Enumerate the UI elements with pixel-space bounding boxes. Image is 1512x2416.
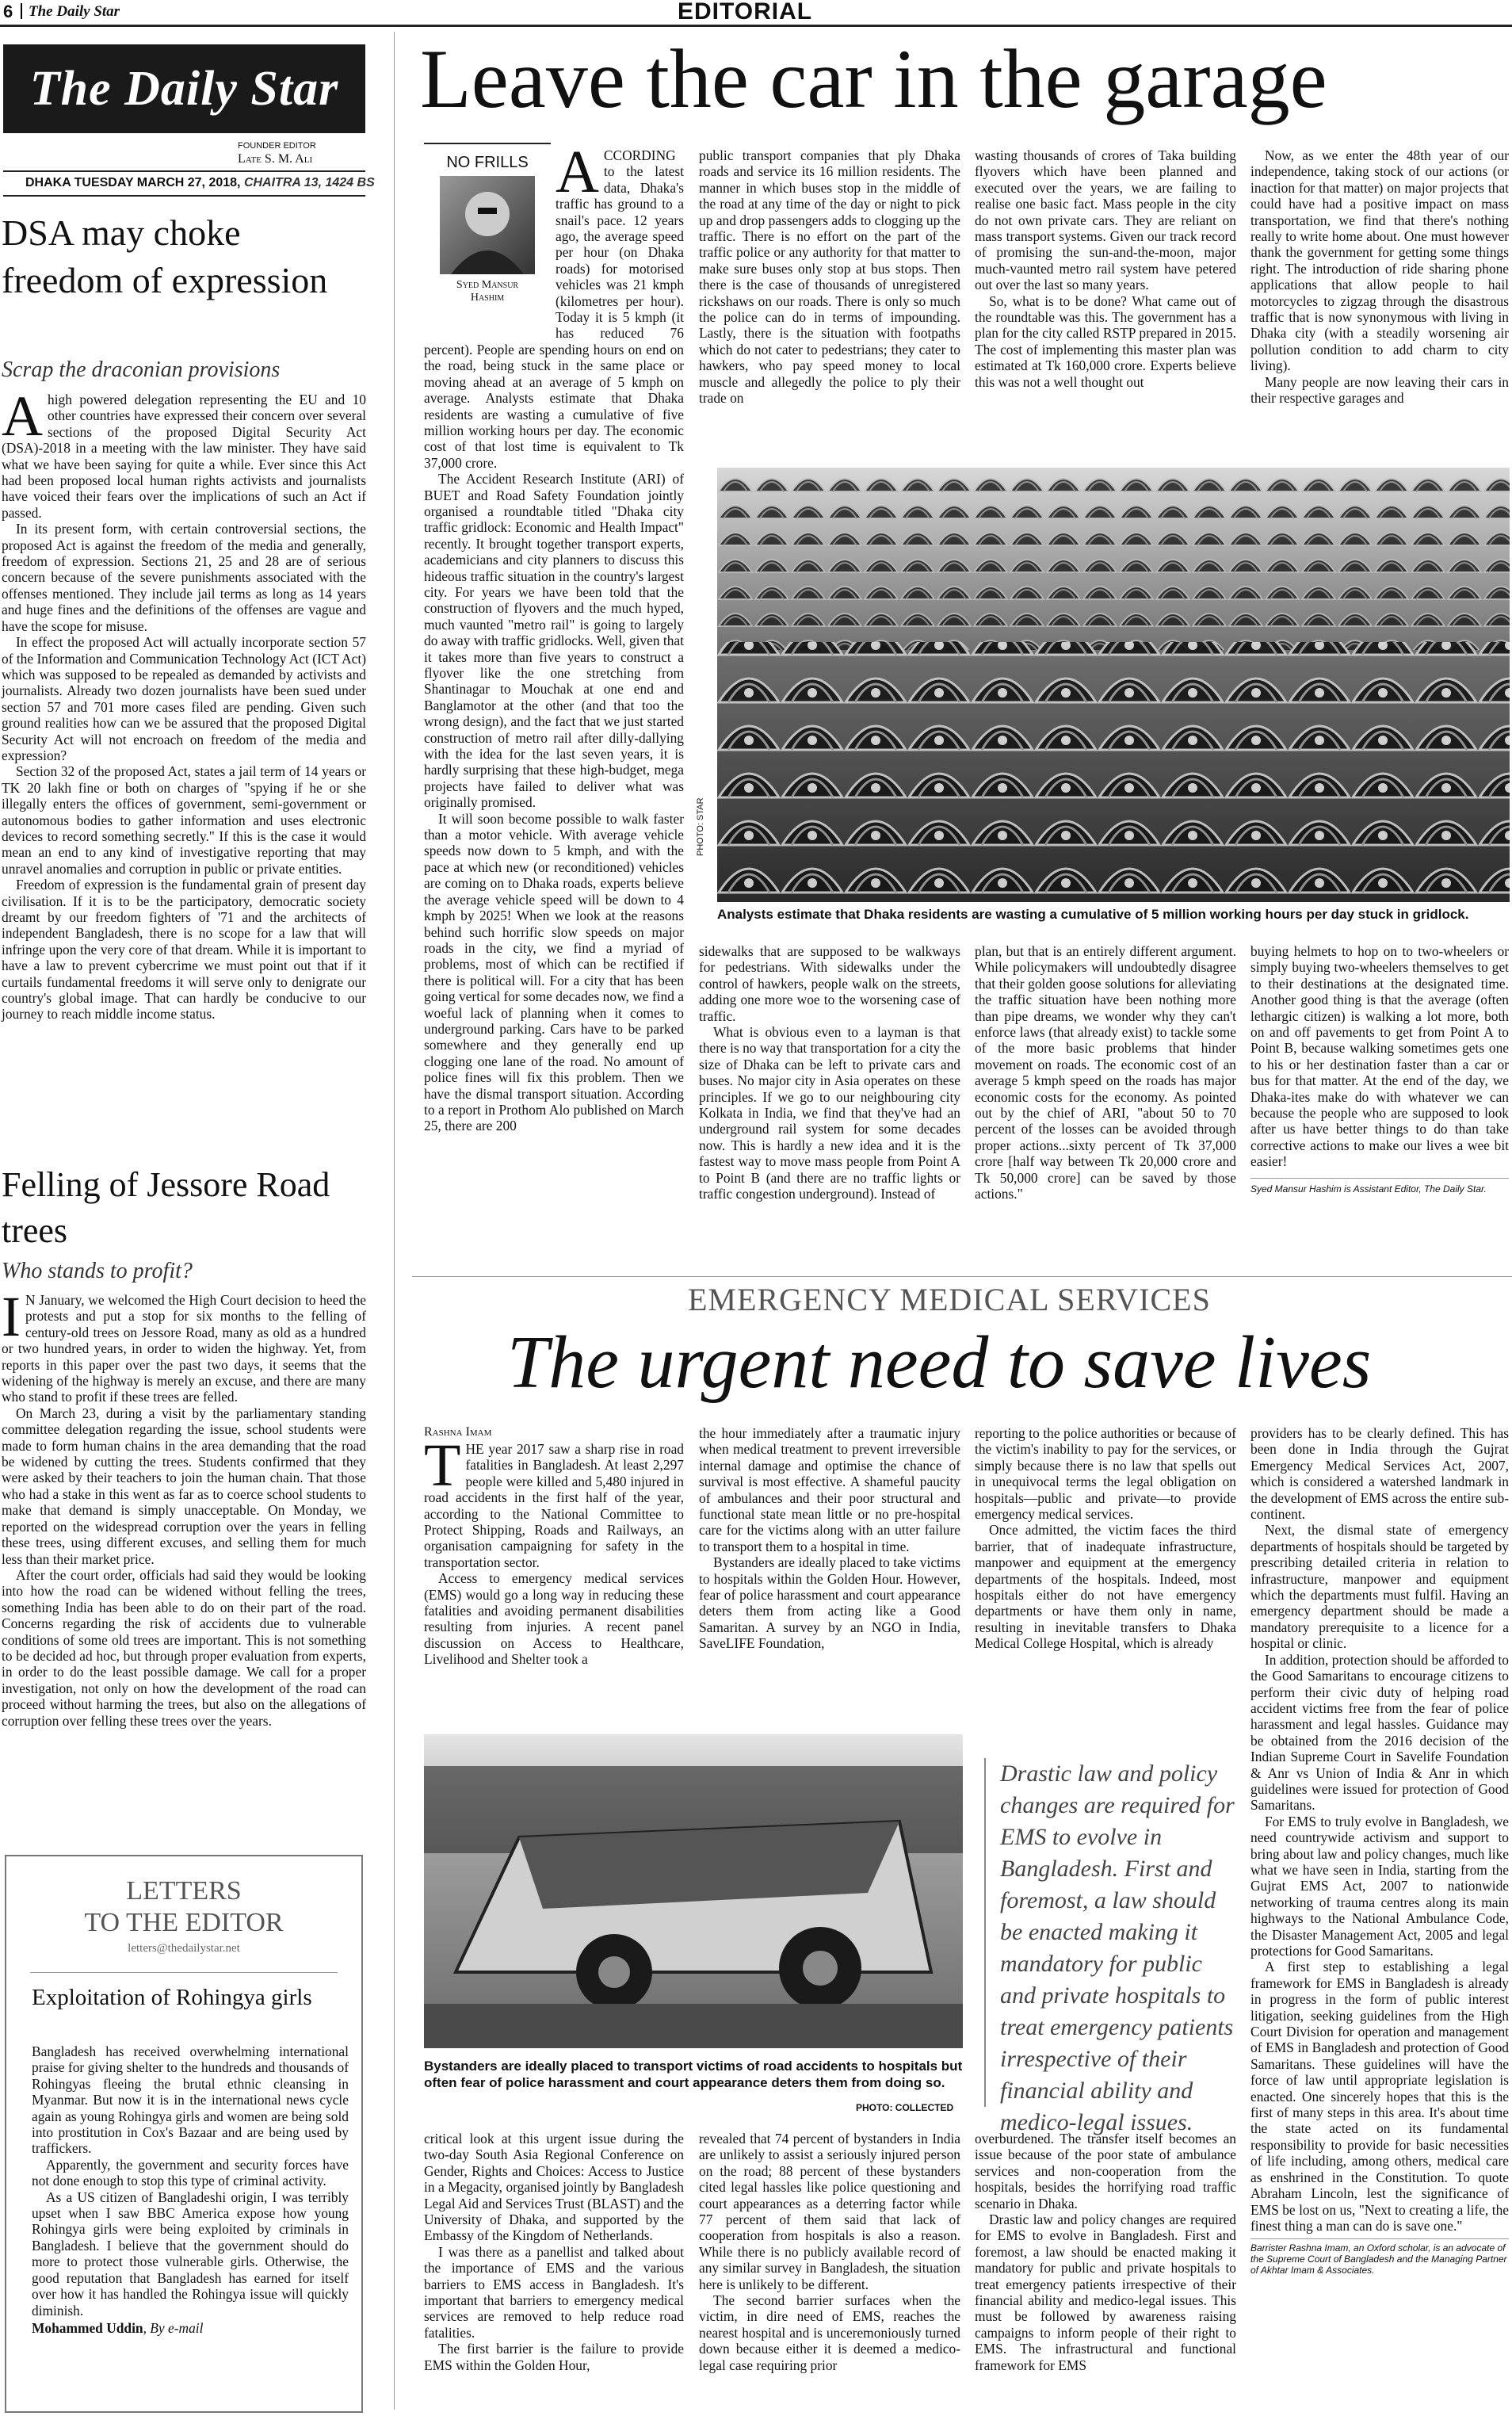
article-separator	[412, 1276, 1512, 1277]
paragraph: buying helmets to hop on to two-wheelers or simply buying two-wheelers themselves to get to their destinations at the designated time. Another good thing is that the average (often lethargic citizen) is walking a lot more, both on and off pavements to get from Point A to Point B, because walking sometimes gets one to his or her destination faster than a car or bus for that matter. At the end of the day, we Dhaka-ites make do with whatever we can because the people who are supposed to look after us have better things to do than take corrective actions to make our lives a wee bit easier!	[1250, 943, 1509, 1170]
letter-title: Exploitation of Rohingya girls	[32, 1985, 312, 2010]
rickshaw-crowd-photo	[717, 468, 1510, 902]
letters-heading-line2: TO THE EDITOR	[84, 1908, 284, 1937]
paragraph: Freedom of expression is the fundamental grain of present day civilisation. If it is to be the participatory, democratic society dreamt by our freedom fighters of '71 and the architects of independent Bangladesh, there is no scope for a law that will infringe upon the very core of that dream. While it is important to have a law to prevent cybercrime we must point out that if it curtails fundamental freedoms it will serve only to denigrate our country's global image. That can hardly be conducive to our journey to reach middle income status.	[2, 877, 366, 1023]
paragraph: Drastic law and policy changes are required for EMS to evolve in Bangladesh. First and foremost, a law should be enacted making it mandatory for public and private hospitals to treat emergency patients irrespective of their financial ability and medico-legal issues. This must be followed by awareness raising campaigns to inform people of their right to EMS. The infrastructural and functional framework for EMS	[975, 2211, 1236, 2373]
author-note: Syed Mansur Hashim is Assistant Editor, The Daily Star.	[1250, 1183, 1487, 1195]
paragraph: In its present form, with certain controversial sections, the proposed Act is against the freedom of the media and generally, freedom of expression. Sections 21, 25 and 28 are of serious concern because of the severe punishments associated with the offenses mentioned. They include jail terms as long as 14 years and huge fines and the definitions of the offenses are vague and have the scope for misuse.	[2, 521, 366, 634]
author-note-rule	[1250, 2238, 1509, 2239]
paragraph: After the court order, officials had said they would be looking into how the road can be widened without felling the trees, something India has been able to do on their part of the road. Concerns regarding the risk of accidents due to vulnerable conditions of some old trees are important. This is not something to be decided ad hoc, but through proper evaluation from experts, in order to do the least possible damage. We call for a proper investigation, not only on how the development of the road can proceed without harming the trees, but also on the allegations of corruption over felling these trees over the years.	[2, 1566, 366, 1729]
author-name-line2: Hashim	[470, 292, 505, 304]
section-label: EDITORIAL	[678, 0, 813, 25]
article-column	[699, 2131, 960, 2373]
column-name: NO FRILLS	[446, 154, 529, 171]
paragraph: In effect the proposed Act will actually incorporate section 57 of the Information and Communication Technology Act (ICT Act) which was supposed to be repealed as demanded by activists and journalists. Already two dozen journalists have been sued under section 57 and 701 more cases filed are pending. Given such ground realities how can we be assured that the proposed Digital Security Act will not encroach on freedom of the media and expression?	[2, 634, 366, 763]
paragraph: Next, the dismal state of emergency departments of hospitals should be targeted by prescribing detailed criteria in relation to infrastructure, manpower and equipment which the departments must fulfil. Having an emergency department should be made a mandatory prerequisite to a licence for a hospital or clinic.	[1250, 1522, 1509, 1652]
paragraph: plan, but that is an entirely different argument. While policymakers will undoubtedly disagree that their golden goose solutions for alleviating the traffic situation have been nothing more than pipe dreams, we wonder why they can't enforce laws (that already exist) to tackle some of the more basic problems that hinder movement on roads. The economic cost of an average 5 kmph speed on the roads has major economic costs for the economy. As pointed out by the chief of ARI, "about 50 to 70 percent of the losses can be avoided through proper actions...sixty percent of Tk 37,000 crore [half way between Tk 20,000 crore and Tk 50,000 crore] can be saved by those actions."	[975, 943, 1236, 1202]
column-divider	[394, 32, 395, 2410]
article-title: The urgent need to save lives	[507, 1321, 1372, 1404]
box-rule	[424, 143, 551, 144]
paragraph: CCORDING to the latest data, Dhaka's traffic has ground to a snail's pace. 12 years ago, the average speed per hour (on Dhaka roads) for motorised vehicles was 21 kmph (kilometres per hour). Today it is 5 kmph (it has reduced 76 percent). People are spending hours on end on the road, being stuck in the same place or moving ahead at an average of 5 kmph on average. Analysts estimate that Dhaka residents are wasting a cumulative of five million working hours per day. The economic cost of that lost time is equivalent to Tk 37,000 crore.	[424, 147, 684, 471]
page-number: 6	[3, 2, 13, 21]
editorial-body	[2, 384, 366, 1023]
author-name-line1: Syed Mansur	[456, 279, 519, 291]
drop-cap: I	[2, 1285, 21, 1348]
article-column	[975, 943, 1236, 1202]
traffic-photo	[717, 468, 1510, 902]
editorial-title: Felling of Jessore Road trees	[2, 1165, 330, 1250]
article-column	[699, 147, 960, 407]
masthead-logo	[3, 44, 365, 133]
paragraph: As a US citizen of Bangladeshi origin, I was terribly upset when I saw BBC America expose how young Rohingya girls were being exploited by criminals in Bangladesh. I believe that the government should do more to protect those vulnerable girls. Otherwise, the good reputation that Bangladesh has earned for itself over how it has handled the Rohingya issue will quickly diminish.	[32, 2189, 349, 2319]
pull-quote-bar	[984, 1758, 986, 2107]
founder-label: FOUNDER EDITOR	[238, 141, 316, 151]
paragraph: Many people are now leaving their cars in their respective garages and	[1250, 373, 1509, 407]
article-column	[699, 943, 960, 1202]
paragraph: N January, we welcomed the High Court decision to heed the protests and put a stop for six months to the felling of century-old trees on Jessore Road, many as old as a hundred or two hundred years, in order to widen the highway. Yet, from reports in this paper over the past two days, it seems that the widening of the highway is merely an excuse, and there are many who stand to profit if these trees are felled.	[2, 1292, 366, 1405]
paragraph: The first barrier is the failure to provide EMS within the Golden Hour,	[424, 2341, 684, 2373]
accident-photo	[424, 1734, 963, 2048]
paragraph: HE year 2017 saw a sharp rise in road fatalities in Bangladesh. At least 2,297 people were killed and 5,480 injured in road accidents in the first half of the year, according to the National Committee to Protect Shipping, Roads and Railways, an organisation campaigning for safety in the transportation sector.	[424, 1441, 684, 1570]
editorial-title: DSA may choke freedom of expression	[2, 212, 328, 300]
letters-divider	[30, 1972, 338, 1973]
signature-via: , By e-mail	[143, 2319, 204, 2336]
photo-credit: PHOTO: STAR	[696, 797, 705, 856]
header-rule	[0, 25, 1512, 27]
paragraph: In addition, protection should be afforded to the Good Samaritans to encourage citizens to perform their civic duty of helping road accident victims free from the fear of police harassment and legal hassles. Guidance may be obtained from the 2016 decision of the Indian Supreme Court in Savelife Foundation & Anr vs Union of India & Anr in which guidelines were issued for protection of Good Samaritans.	[1250, 1651, 1509, 1814]
editorial-body	[2, 1285, 366, 1729]
dateline-rule	[3, 195, 365, 197]
paragraph: Bystanders are ideally placed to take victims to hospitals within the Golden Hour. However, fear of police harassment and court appearance deters them from acting like a Good Samaritan. A survey by an NGO in India, SaveLIFE Foundation,	[699, 1554, 960, 1652]
paragraph: reporting to the police authorities or because of the victim's inability to pay for the services, or simply because there is no law that spells out in unequivocal terms the legal obligation on hospitals—public and private—to provide emergency medical services.	[975, 1425, 1236, 1523]
letter-signature	[32, 2320, 349, 2336]
article-column	[975, 1425, 1236, 1652]
float-spacer	[424, 147, 556, 330]
article-column	[1250, 147, 1509, 407]
article-column	[975, 147, 1236, 390]
letters-heading	[6, 1875, 361, 1939]
paragraph: public transport companies that ply Dhaka roads and service its 16 million residents. The manner in which buses stop in the middle of the road at any time of the day or night to pick up and drop passengers adds to clogging up the traffic. There is no effort on the part of the traffic police or any authority for that matter to make sure buses only stop at bus stops. Then there is the case of thousands of unregistered rickshaws on our roads. There is only so much the police can do in terms of impounding. Lastly, there is the situation with footpaths which do not cater to pedestrians; they cater to hawkers, who pay speed money to local muscle and allegedly the police to ply their trade on	[699, 147, 960, 407]
drop-cap: A	[2, 384, 43, 448]
paragraph: For EMS to truly evolve in Bangladesh, we need countrywide activism and support to bring about law and policy changes, much like what we have seen in India, starting from the Gujrat EMS Act, 2007 to nationwide networking of trauma centres along its main highways to the National Ambulance Code, the Disaster Management Act, 2005 and legal protections for Good Samaritans.	[1250, 1813, 1509, 1959]
paragraph: Access to emergency medical services (EMS) would go a long way in reducing these fatalities and avoiding permanent disabilities resulting from injuries. A recent panel discussion on Access to Healthcare, Livelihood and Shelter took a	[424, 1570, 684, 1668]
signature-name: Mohammed Uddin	[32, 2319, 143, 2336]
paragraph: The Accident Research Institute (ARI) of BUET and Road Safety Foundation jointly organised a roundtable titled "Dhaka city traffic gridlock: Economic and Health Impact" recently. It brought together transport experts, academicians and city planners to discuss this hideous traffic situation in the country's largest city. For years we have been told that the construction of flyovers and the much hyped, much vaunted "metro rail" is going to largely do away with traffic gridlocks. Well, given that it takes more than five years to construct a flyover like the one stretching from Shantinagar to Mouchak at one end and Banglamotor at the other (and that too the wrong design), and the fact that we just started construction of metro rail after dilly-dallying with the idea for the last seven years, it is hardly surprising that these high-budget, mega projects have failed to deliver what was originally promised.	[424, 471, 684, 811]
page-header	[0, 0, 1512, 24]
paragraph: On March 23, during a visit by the parliamentary standing committee delegation regarding the issue, school students were made to form human chains in the area demanding that the road be widened by cutting the trees. Students confirmed that they were asked by their teachers to join the human chain. That those who had a stake in this went as far as to coerce school students to make that demand is simply unacceptable. On Monday, we reported on the widespread corruption over the years in felling these trees, using different excuses, and selling them for much less than their market price.	[2, 1405, 366, 1567]
dateline-bangla: CHAITRA 13, 1424 BS	[243, 176, 375, 189]
paragraph: It will soon become possible to walk faster than a motor vehicle. With average vehicle speeds now down to 5 kmph, and with the pace at which new (or reconditioned) vehicles are coming on to Dhaka roads, experts believe the average vehicle speed will be down to 4 kmph by 2025! When we look at the reasons behind such horrific slow speeds on major roads in the city, we find a myriad of problems, most of which can be rectified if there is political will. For a city that has been going vertical for some decades now, we find a woeful lack of planning when it comes to underground parking. Cars have to be parked somewhere and they generally end up clogging one lane of the road. No amount of police fines will fix this problem. Then we have the dismal transport situation. According to a report in Prothom Alo published on March 25, there are 200	[424, 810, 684, 1134]
letter-body	[32, 2043, 349, 2336]
article-column	[424, 139, 684, 1134]
letters-box	[5, 1855, 363, 2413]
author-note-rule	[1250, 1178, 1509, 1179]
dateline-text: DHAKA TUESDAY MARCH 27, 2018,	[25, 176, 241, 189]
letters-email[interactable]: letters@thedailystar.net	[128, 1942, 240, 1955]
paragraph: The second barrier surfaces when the victim, in dire need of EMS, reaches the nearest hospital and is unceremoniously turned down because either it is deemed a medico-legal case requiring prior	[699, 2292, 960, 2373]
article-column	[1250, 1425, 1509, 2276]
paragraph: wasting thousands of crores of Taka building flyovers which have been planned and executed over the years, we are failing to realise one basic fact. Mass people in the city do not own private cars. They are reliant on mass transport systems. Given our track record of promising the sun-and-the-moon, major much-vaunted metro rail system have petered out over the last so many years.	[975, 147, 1236, 293]
photo-caption: Analysts estimate that Dhaka residents are wasting a cumulative of 5 million working hours per day stuck in gridlock.	[717, 907, 1469, 922]
paragraph: overburdened. The transfer itself becomes an issue because of the poor state of ambulance services and non-cooperation from the hospitals, besides the horrifying road traffic scenario in Dhaka.	[975, 2131, 1236, 2211]
byline: Rashna Imam	[424, 1425, 492, 1439]
photo-caption: Bystanders are ideally placed to transport victims of road accidents to hospitals but often fear of police harassment and court appearance deters them from doing so.	[424, 2059, 963, 2090]
paragraph: So, what is to be done? What came out of the roundtable was this. The government has a plan for the city called RSTP prepared in 2015. The cost of implementing this master plan was estimated at Tk 160,000 crore. Experts believe this was not a well thought out	[975, 292, 1236, 390]
pull-quote: Drastic law and policy changes are required for EMS to evolve in Bangladesh. First and foremost, a law should be enacted making it mandatory for public and private hospitals to treat emergency patients irrespective of their financial ability and medico-legal issues.	[1000, 1760, 1235, 2135]
logo-text: The Daily Star	[29, 62, 339, 116]
founder-name: Late S. M. Ali	[238, 152, 313, 166]
paragraph: What is obvious even to a layman is that there is no way that transportation for a city the size of Dhaka can be left to private cars and buses. No major city in Asia operates on these principles. If we go to our neighbouring city Kolkata in India, we find that they've had an underground rail system for some decades now. This is hardly a new idea and it is the fastest way to move mass people from Point A to Point B (and there are no traffic lights or traffic congestion underground). Instead of	[699, 1024, 960, 1202]
drop-cap: A	[556, 139, 599, 205]
paragraph: Apparently, the government and security forces have not done enough to stop this type of criminal activity.	[32, 2156, 349, 2189]
editorial-subtitle: Scrap the draconian provisions	[2, 357, 281, 382]
author-note: Barrister Rashna Imam, an Oxford scholar, is an advocate of the Supreme Court of Bangladesh and the Managing Partner of Akhtar Imam & Associates.	[1250, 2242, 1507, 2276]
paragraph: Now, as we enter the 48th year of our independence, taking stock of our actions (or inaction for that matter) on major projects that could have had a positive impact on mass transportation, we find that there's nothing really to write home about. One must however thank the government for getting some things right. The introduction of ride sharing phone applications that allow people to hail motorcycles to zigzag through the disastrous traffic that is now synonymous with living in Dhaka city (with a steadily worsening air pollution condition to add charm to city living).	[1250, 147, 1509, 374]
article-kicker: EMERGENCY MEDICAL SERVICES	[688, 1282, 1211, 1317]
letters-heading-line1: LETTERS	[126, 1876, 242, 1906]
article-column	[699, 1425, 960, 1652]
masthead-rule	[3, 170, 365, 172]
dateline	[25, 176, 375, 190]
paragraph: high powered delegation representing the EU and 10 other countries have expressed their concern over several sections of the proposed Digital Security Act (DSA)-2018 in a meeting with the law minister. They have said what we have been saying for quite a while. Ever since this Act had been proposed local human rights activists and journalists have voiced their fears over the implications of such an Act if passed.	[2, 392, 366, 521]
drop-cap: T	[424, 1432, 461, 1499]
paragraph: revealed that 74 percent of bystanders in India are unlikely to assist a seriously injured person on the road; 88 percent of these bystanders cited legal hassles like police questioning and court appearances as a deterring factor while 77 percent of them said that lack of cooperation from hospitals is also a reason. While there is no publicly available record of any similar survey in Bangladesh, the situation here is unlikely to be different.	[699, 2131, 960, 2292]
paragraph: Section 32 of the proposed Act, states a jail term of 14 years or TK 20 lakh fine or both on charges of "spying if he or she illegally enters the offices of government, semi-government or autonomous bodies to gather information and uses electronic devices to record something secretly." If this is the case it would mean an end to any kind of investigative reporting that may unravel anomalies and corruption in public or private entities.	[2, 763, 366, 877]
paragraph: the hour immediately after a traumatic injury when medical treatment to prevent irreversible internal damage and optimise the chance of survival is most effective. A shameful paucity of ambulances and their poor structural and functional state mean little or no pre-hospital care for the victims along with an utter failure to transport them to a hospital in time.	[699, 1425, 960, 1554]
paragraph: providers has to be clearly defined. This has been done in India through the Gujrat Emergency Medical Services Act, 2007, which is considered a watershed landmark in the development of EMS across the entire sub-continent.	[1250, 1425, 1509, 1523]
article-column	[424, 2131, 684, 2373]
article-title: Leave the car in the garage	[420, 32, 1327, 125]
paragraph: critical look at this urgent issue during the two-day South Asia Regional Conference on Gender, Rights and Choices: Access to Justice in a Megacity, organised jointly by Bangladesh Legal Aid and Services Trust (BLAST) and the University of Dhaka, and supported by the Embassy of the Kingdom of Netherlands.	[424, 2131, 684, 2244]
article-column	[1250, 943, 1509, 1195]
paragraph: A first step to establishing a legal framework for EMS in Bangladesh is already in progress in the form of public interest litigation, seeking guidelines from the High Court Division for operation and management of EMS in Bangladesh and protection of Good Samaritans. These guidelines will have the force of law until appropriate legislation is enacted. One sincerely hopes that this is the first of many steps in this area. It's about time the state acted on its fundamental responsibility to provide for basic necessities of life including, among others, medical care as enshrined in the Constitution. To quote Abraham Lincoln, lest the significance of EMS be lost on us, "Next to creating a life, the finest thing a man can do is save one."	[1250, 1959, 1509, 2234]
header-paper-name: The Daily Star	[29, 3, 120, 20]
article-column	[975, 2131, 1236, 2373]
photo-credit: PHOTO: COLLECTED	[856, 2102, 954, 2113]
paragraph: sidewalks that are supposed to be walkways for pedestrians. With sidewalks under the control of hawkers, people walk on the streets, adding one more woe to the worsening case of traffic.	[699, 943, 960, 1024]
editorial-subtitle: Who stands to profit?	[2, 1259, 193, 1283]
paragraph: Bangladesh has received overwhelming international praise for giving shelter to the hundreds and thousands of Rohingyas fleeing the brutal ethnic cleansing in Myanmar. But now it is in the international news cycle again as young Rohingya girls and women are being sold into prostitution in Cox's Bazaar and are being used by traffickers.	[32, 2043, 349, 2157]
header-divider	[21, 3, 22, 19]
paragraph: I was there as a panellist and talked about the importance of EMS and the various barriers to EMS access in Bangladesh. It's important that barriers to emergency medical services are removed to help reduce road fatalities.	[424, 2243, 684, 2341]
overturned-bus-photo	[424, 1734, 963, 2048]
paragraph: Once admitted, the victim faces the third barrier, that of inadequate infrastructure, manpower and equipment at the emergency departments of the hospitals. Indeed, most hospitals either do not have emergency departments or have them only in name, resulting in inevitable transfers to Dhaka Medical College Hospital, which is already	[975, 1522, 1236, 1652]
